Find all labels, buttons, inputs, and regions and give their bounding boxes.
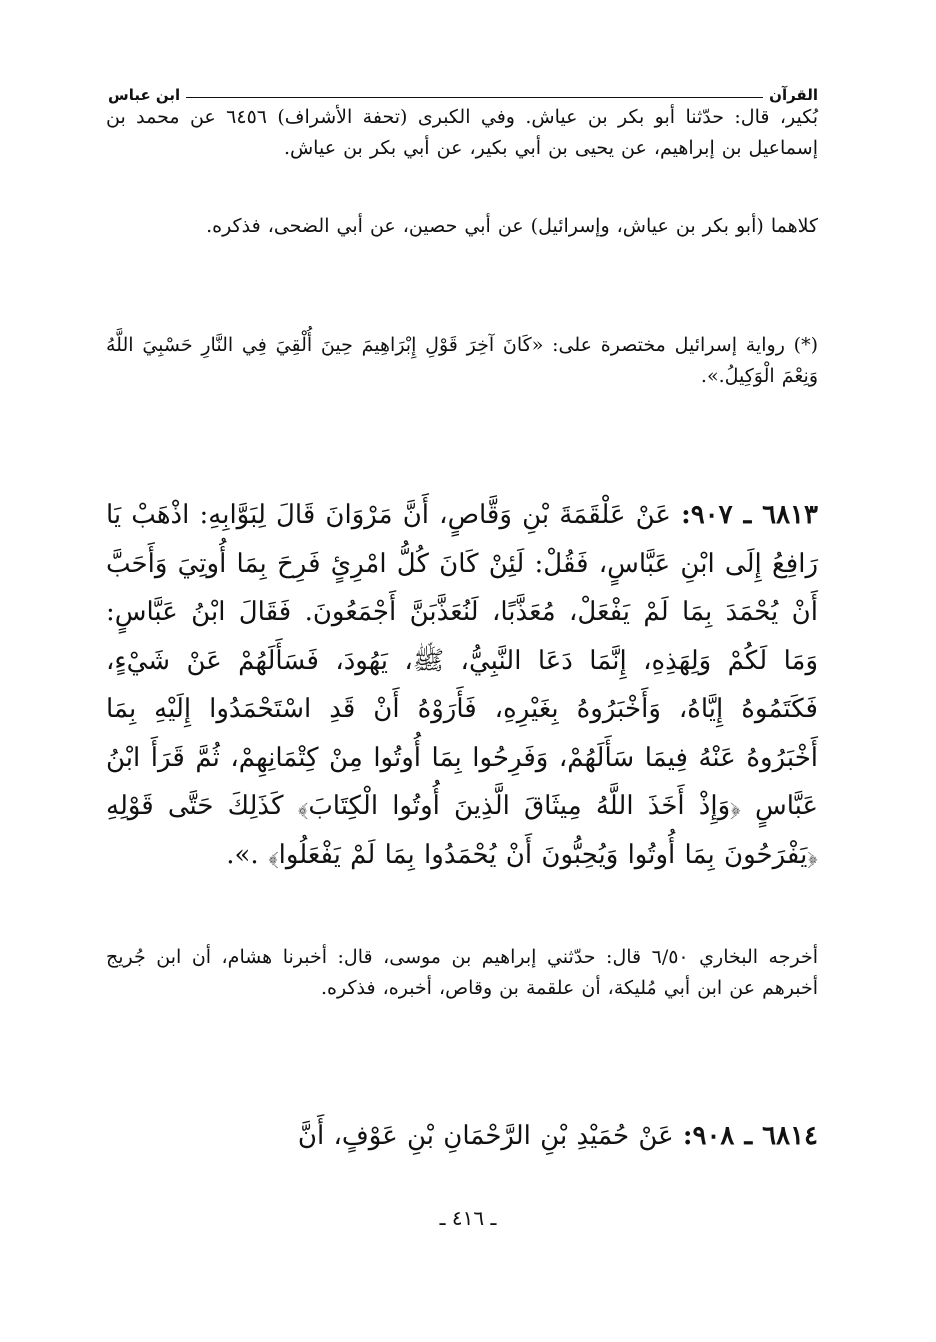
notes-paragraph-3: (*) رواية إسرائيل مختصرة على: «كَانَ آخِرَ قَوْلِ إِبْرَاهِيمَ حِينَ أُلْقِيَ فِي النَّارِ حَسْبِيَ اللَّهُ وَنِعْمَ الْوَكِيلُ.».: [106, 334, 818, 387]
running-header: [108, 76, 818, 104]
page-number: ـ ٤١٦ ـ: [439, 1206, 497, 1230]
hadith-closing: .».: [226, 839, 259, 870]
hadith-text: عَنْ حُمَيْدِ بْنِ الرَّحْمَانِ بْنِ عَوْفٍ، أَنَّ: [297, 1121, 674, 1151]
hadith-6814: [106, 1112, 818, 1161]
notes-paragraph-2: كلاهما (أبو بكر بن عياش، وإسرائيل) عن أبي حصين، عن أبي الضحى، فذكره.: [206, 215, 818, 237]
takhrij-paragraph: أخرجه البخاري ٦/٥٠ قال: حدّثني إبراهيم بن موسى، قال: أخبرنا هشام، أن ابن جُريج أخبرهم عن ابن أبي مُليكة، أن علقمة بن وقاص، أخبره، فذكره.: [106, 946, 818, 999]
hadith-text: عَنْ عَلْقَمَةَ بْنِ وَقَّاصٍ، أَنَّ مَرْوَانَ قَالَ لِبَوَّابِهِ: اذْهَبْ يَا رَافِعُ إِلَى ابْنِ عَبَّاسٍ، فَقُلْ: لَئِنْ كَانَ كُلُّ امْرِئٍ فَرِحَ بِمَا أُوتِيَ وَأَحَبَّ أَنْ يُحْمَدَ بِمَا لَمْ يَفْعَلْ، مُعَذَّبًا، لَنُعَذَّبَنَّ أَجْمَعُونَ. فَقَالَ ابْنُ عَبَّاسٍ: وَمَا لَكُمْ وَلِهَذِهِ، إِنَّمَا دَعَا النَّبِيُّ، ﷺ، يَهُودَ، فَسَأَلَهُمْ عَنْ شَيْءٍ، فَكَتَمُوهُ إِيَّاهُ، وَأَخْبَرُوهُ بِغَيْرِهِ، فَأَرَوْهُ أَنْ قَدِ اسْتَحْمَدُوا إِلَيْهِ بِمَا أَخْبَرُوهُ عَنْهُ فِيمَا سَأَلَهُمْ، وَفَرِحُوا بِمَا أُوتُوا مِنْ كِتْمَانِهِمْ، ثُمَّ قَرَأَ ابْنُ عَبَّاسٍ: [106, 500, 819, 821]
quran-citation: ﴿يَفْرَحُونَ بِمَا أُوتُوا وَيُحِبُّونَ أَنْ يُحْمَدُوا بِمَا لَمْ يَفْعَلُوا﴾: [267, 839, 818, 870]
hadith-6813: [106, 491, 818, 879]
notes-paragraph-1: بُكير، قال: حدّثنا أبو بكر بن عياش. وفي الكبرى (تحفة الأشراف) ٦٤٥٦ عن محمد بن إسماعيل بن إبراهيم، عن يحيى بن أبي بكير، عن أبي بكر بن عياش.: [106, 106, 818, 159]
hadith-number: ٦٨١٤ ـ ٩٠٨:: [682, 1121, 818, 1151]
hadith-text-continued: كَذَلِكَ حَتَّى قَوْلِهِ: [106, 791, 284, 821]
header-book-title: القرآن: [769, 86, 818, 104]
header-chapter-title: ابن عباس: [108, 86, 181, 104]
hadith-number: ٦٨١٣ ـ ٩٠٧:: [681, 500, 818, 530]
quran-citation: ﴿وَإِذْ أَخَذَ اللَّهُ مِيثَاقَ الَّذِينَ أُوتُوا الْكِتَابَ﴾: [297, 791, 741, 821]
header-rule: [186, 97, 763, 98]
